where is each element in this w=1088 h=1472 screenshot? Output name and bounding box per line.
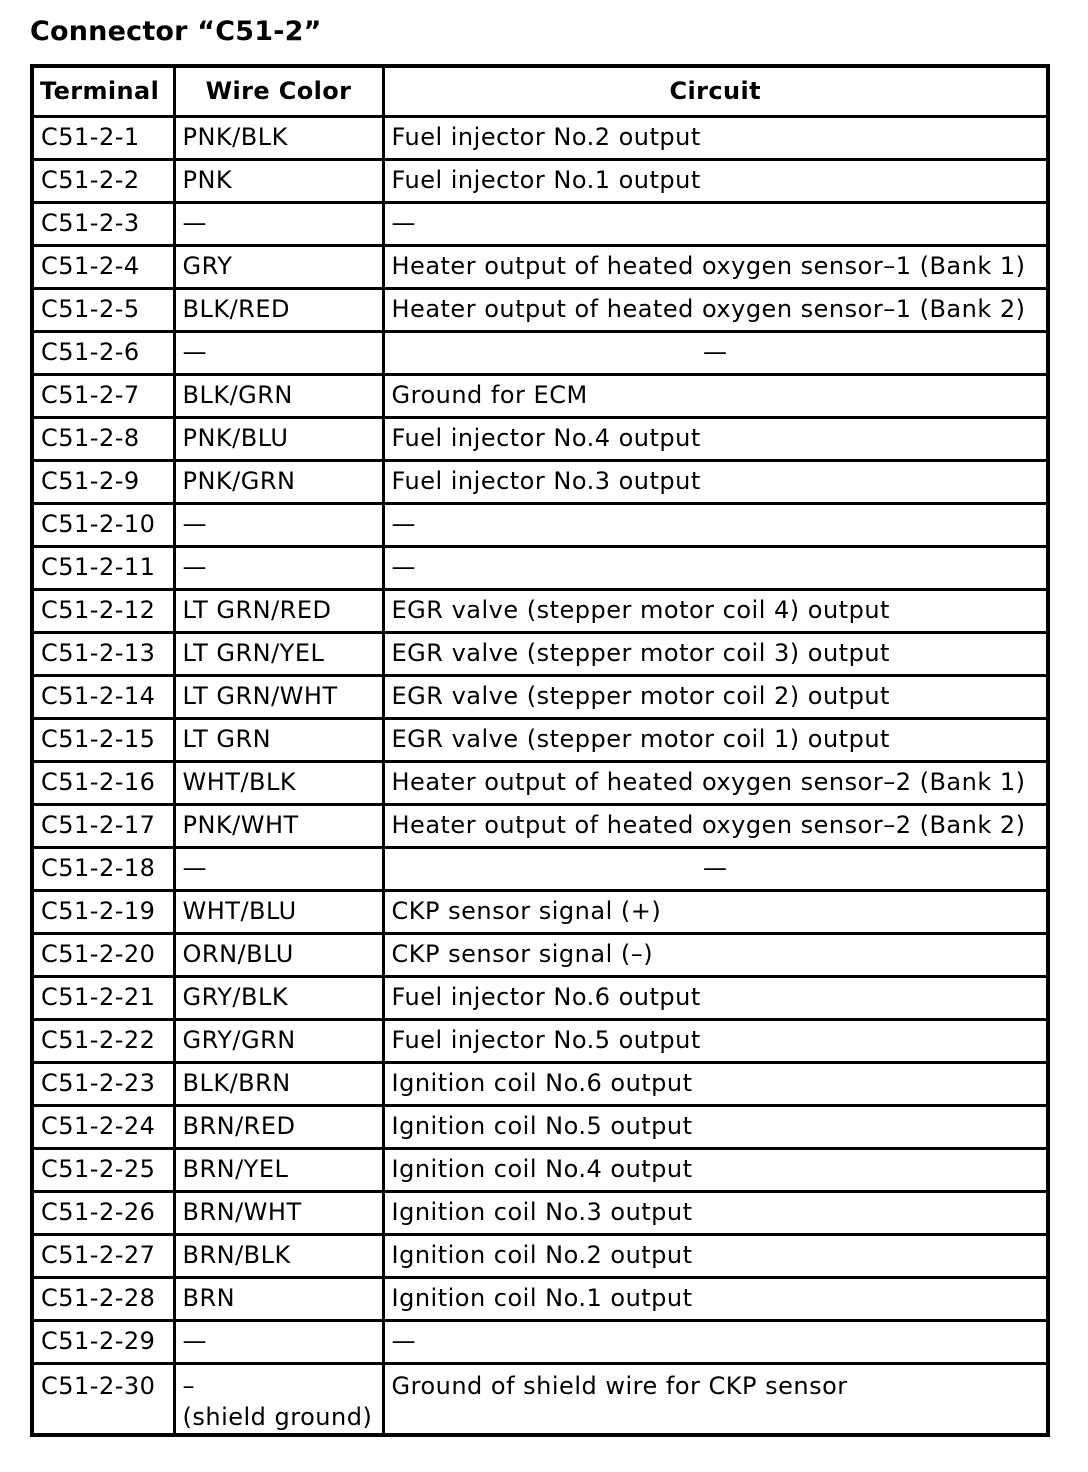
wire-color-cell: WHT/BLK	[174, 761, 383, 804]
table-row	[32, 1363, 1048, 1435]
column-header-wire-color: Wire Color	[174, 66, 383, 116]
wire-color-cell: LT GRN/YEL	[174, 632, 383, 675]
terminal-cell: C51-2-23	[32, 1062, 174, 1105]
wire-color-cell: PNK/BLK	[174, 116, 383, 159]
terminal-cell: C51-2-25	[32, 1148, 174, 1191]
circuit-cell: EGR valve (stepper motor coil 2) output	[383, 675, 1048, 718]
circuit-cell: Fuel injector No.5 output	[383, 1019, 1048, 1062]
wire-color-cell: ORN/BLU	[174, 933, 383, 976]
terminal-cell: C51-2-15	[32, 718, 174, 761]
terminal-cell: C51-2-12	[32, 589, 174, 632]
circuit-cell: —	[383, 331, 1048, 374]
terminal-cell: C51-2-5	[32, 288, 174, 331]
wire-color-cell: GRY	[174, 245, 383, 288]
terminal-cell: C51-2-1	[32, 116, 174, 159]
table-row	[32, 718, 1048, 761]
circuit-cell: —	[383, 503, 1048, 546]
wire-color-cell: PNK/GRN	[174, 460, 383, 503]
circuit-cell: —	[383, 1320, 1048, 1363]
wire-color-note: (shield ground)	[182, 1402, 373, 1431]
circuit-cell: Ignition coil No.5 output	[383, 1105, 1048, 1148]
circuit-cell: EGR valve (stepper motor coil 1) output	[383, 718, 1048, 761]
circuit-cell: Ignition coil No.1 output	[383, 1277, 1048, 1320]
wire-color-value: –	[182, 1371, 195, 1400]
wire-color-cell: BRN/WHT	[174, 1191, 383, 1234]
circuit-cell: Heater output of heated oxygen sensor–1 (Bank 2)	[383, 288, 1048, 331]
wire-color-cell: —	[174, 1320, 383, 1363]
circuit-cell: Ignition coil No.3 output	[383, 1191, 1048, 1234]
terminal-cell: C51-2-19	[32, 890, 174, 933]
wire-color-cell: BLK/RED	[174, 288, 383, 331]
wire-color-cell: PNK	[174, 159, 383, 202]
wire-color-cell: LT GRN	[174, 718, 383, 761]
circuit-cell: EGR valve (stepper motor coil 3) output	[383, 632, 1048, 675]
wire-color-cell: BRN/BLK	[174, 1234, 383, 1277]
table-row	[32, 1062, 1048, 1105]
circuit-cell: —	[383, 202, 1048, 245]
terminal-cell: C51-2-6	[32, 331, 174, 374]
wire-color-cell: —	[174, 331, 383, 374]
circuit-cell: Fuel injector No.3 output	[383, 460, 1048, 503]
terminal-cell: C51-2-27	[32, 1234, 174, 1277]
wire-color-cell: BLK/GRN	[174, 374, 383, 417]
circuit-cell: —	[383, 847, 1048, 890]
wire-color-cell: WHT/BLU	[174, 890, 383, 933]
wire-color-cell: BRN	[174, 1277, 383, 1320]
terminal-cell: C51-2-28	[32, 1277, 174, 1320]
terminal-cell: C51-2-29	[32, 1320, 174, 1363]
terminal-cell: C51-2-18	[32, 847, 174, 890]
circuit-cell: Ground of shield wire for CKP sensor	[383, 1363, 1048, 1435]
table-row	[32, 159, 1048, 202]
terminal-cell: C51-2-2	[32, 159, 174, 202]
table-row	[32, 804, 1048, 847]
circuit-cell: Heater output of heated oxygen sensor–1 (Bank 1)	[383, 245, 1048, 288]
circuit-cell: Ground for ECM	[383, 374, 1048, 417]
table-row	[32, 288, 1048, 331]
wire-color-cell: BRN/RED	[174, 1105, 383, 1148]
column-header-circuit: Circuit	[383, 66, 1048, 116]
table-row	[32, 976, 1048, 1019]
page-title: Connector “C51-2”	[30, 16, 322, 47]
wire-color-cell: BLK/BRN	[174, 1062, 383, 1105]
terminal-cell: C51-2-11	[32, 546, 174, 589]
table-row	[32, 761, 1048, 804]
wire-color-cell: PNK/WHT	[174, 804, 383, 847]
terminal-cell: C51-2-13	[32, 632, 174, 675]
terminal-cell: C51-2-22	[32, 1019, 174, 1062]
table-row	[32, 374, 1048, 417]
circuit-cell: Fuel injector No.1 output	[383, 159, 1048, 202]
table-row	[32, 1320, 1048, 1363]
terminal-cell: C51-2-7	[32, 374, 174, 417]
circuit-cell: Fuel injector No.4 output	[383, 417, 1048, 460]
wire-color-cell: GRY/GRN	[174, 1019, 383, 1062]
table-row	[32, 632, 1048, 675]
terminal-cell: C51-2-30	[32, 1363, 174, 1435]
table-row	[32, 460, 1048, 503]
table-row	[32, 847, 1048, 890]
wire-color-cell	[174, 1363, 383, 1435]
wire-color-cell: —	[174, 503, 383, 546]
terminal-cell: C51-2-10	[32, 503, 174, 546]
table-row	[32, 1277, 1048, 1320]
circuit-cell: EGR valve (stepper motor coil 4) output	[383, 589, 1048, 632]
table-row	[32, 589, 1048, 632]
circuit-cell: Fuel injector No.6 output	[383, 976, 1048, 1019]
table-row	[32, 202, 1048, 245]
terminal-cell: C51-2-24	[32, 1105, 174, 1148]
table-row	[32, 417, 1048, 460]
table-row	[32, 675, 1048, 718]
wire-color-cell: —	[174, 847, 383, 890]
table-row	[32, 245, 1048, 288]
terminal-cell: C51-2-14	[32, 675, 174, 718]
circuit-cell: CKP sensor signal (+)	[383, 890, 1048, 933]
wire-color-cell: —	[174, 202, 383, 245]
wire-color-cell: —	[174, 546, 383, 589]
circuit-cell: Ignition coil No.6 output	[383, 1062, 1048, 1105]
table-row	[32, 890, 1048, 933]
circuit-cell: Ignition coil No.4 output	[383, 1148, 1048, 1191]
table-row	[32, 1019, 1048, 1062]
table-row	[32, 1148, 1048, 1191]
table-row	[32, 546, 1048, 589]
table-row	[32, 1105, 1048, 1148]
terminal-cell: C51-2-3	[32, 202, 174, 245]
terminal-cell: C51-2-9	[32, 460, 174, 503]
table-header-row	[32, 66, 1048, 116]
table-row	[32, 1234, 1048, 1277]
circuit-cell: Fuel injector No.2 output	[383, 116, 1048, 159]
column-header-terminal: Terminal	[32, 66, 174, 116]
circuit-cell: Ignition coil No.2 output	[383, 1234, 1048, 1277]
wire-color-cell: GRY/BLK	[174, 976, 383, 1019]
circuit-cell: —	[383, 546, 1048, 589]
connector-table	[30, 64, 1050, 1437]
terminal-cell: C51-2-26	[32, 1191, 174, 1234]
table-row	[32, 1191, 1048, 1234]
terminal-cell: C51-2-8	[32, 417, 174, 460]
table-row	[32, 933, 1048, 976]
wire-color-cell: LT GRN/WHT	[174, 675, 383, 718]
circuit-cell: Heater output of heated oxygen sensor–2 (Bank 1)	[383, 761, 1048, 804]
circuit-cell: Heater output of heated oxygen sensor–2 (Bank 2)	[383, 804, 1048, 847]
table-row	[32, 116, 1048, 159]
terminal-cell: C51-2-21	[32, 976, 174, 1019]
wire-color-cell: PNK/BLU	[174, 417, 383, 460]
circuit-cell: CKP sensor signal (–)	[383, 933, 1048, 976]
table-row	[32, 331, 1048, 374]
terminal-cell: C51-2-20	[32, 933, 174, 976]
terminal-cell: C51-2-17	[32, 804, 174, 847]
wire-color-cell: BRN/YEL	[174, 1148, 383, 1191]
wire-color-cell: LT GRN/RED	[174, 589, 383, 632]
table-row	[32, 503, 1048, 546]
terminal-cell: C51-2-4	[32, 245, 174, 288]
terminal-cell: C51-2-16	[32, 761, 174, 804]
